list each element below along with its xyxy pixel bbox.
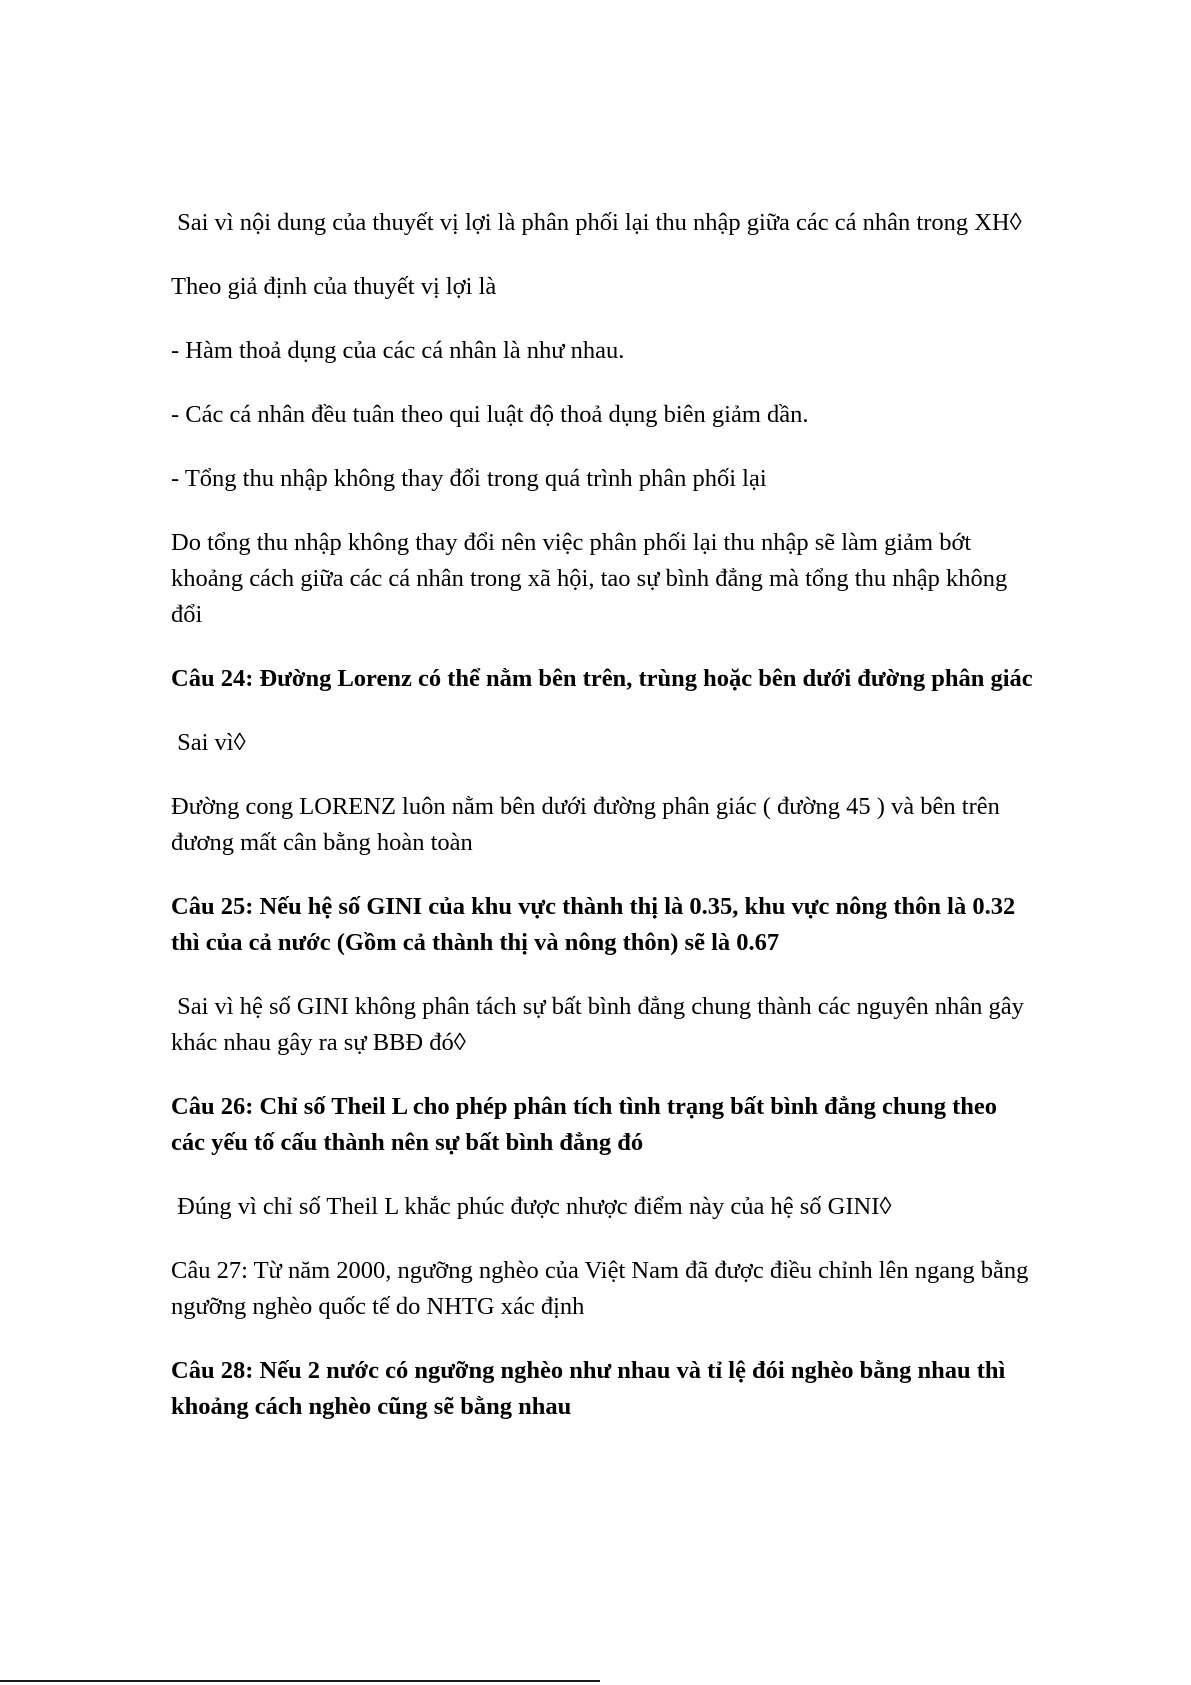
paragraph-assumption-1: - Hàm thoả dụng của các cá nhân là như nhau.: [171, 337, 625, 364]
question-26-heading: Câu 26: Chỉ số Theil L cho phép phân tích tình trạng bất bình đẳng chung theo các yếu tố cấu thành nên sự bất bình đẳng đó: [171, 1093, 1004, 1156]
question-25-heading: Câu 25: Nếu hệ số GINI của khu vực thành thị là 0.35, khu vực nông thôn là 0.32 thì của cả nước (Gồm cả thành thị và nông thôn) sẽ là 0.67: [171, 893, 1022, 956]
paragraph-assumptions-intro: Theo giả định của thuyết vị lợi là: [171, 273, 497, 300]
paragraph-assumption-2: - Các cá nhân đều tuân theo qui luật độ thoả dụng biên giảm dần.: [171, 401, 809, 428]
paragraph-answer-utilitarian: Sai vì nội dung của thuyết vị lợi là phân phối lại thu nhập giữa các cá nhân trong XH◊: [171, 209, 1022, 236]
paragraph-conclusion: Do tổng thu nhập không thay đổi nên việc phân phối lại thu nhập sẽ làm giảm bớt khoảng cách giữa các cá nhân trong xã hội, tao sự bình đẳng mà tổng thu nhập không đổi: [171, 529, 1014, 628]
question-24-explanation: Đường cong LORENZ luôn nằm bên dưới đường phân giác ( đường 45 ) và bên trên đương mất cân bằng hoàn toàn: [171, 793, 1007, 856]
paragraph-assumption-3: - Tổng thu nhập không thay đổi trong quá trình phân phối lại: [171, 465, 767, 492]
question-28-heading: Câu 28: Nếu 2 nước có ngưỡng nghèo như nhau và tỉ lệ đói nghèo bằng nhau thì khoảng cách nghèo cũng sẽ bằng nhau: [171, 1357, 1012, 1420]
question-24-heading: Câu 24: Đường Lorenz có thể nằm bên trên, trùng hoặc bên dưới đường phân giác: [171, 665, 1033, 692]
question-26-answer: Đúng vì chỉ số Theil L khắc phúc được nhược điểm này của hệ số GINI◊: [171, 1193, 892, 1220]
question-27-heading: Câu 27: Từ năm 2000, ngưỡng nghèo của Việt Nam đã được điều chỉnh lên ngang bằng ngưỡng nghèo quốc tế do NHTG xác định: [171, 1257, 1035, 1320]
question-24-answer: Sai vì◊: [171, 729, 246, 756]
question-25-answer: Sai vì hệ số GINI không phân tách sự bất bình đẳng chung thành các nguyên nhân gây khác nhau gây ra sự BBĐ đó◊: [171, 993, 1031, 1056]
page-bottom-divider: [0, 1680, 600, 1682]
document-body: [171, 205, 1037, 1453]
